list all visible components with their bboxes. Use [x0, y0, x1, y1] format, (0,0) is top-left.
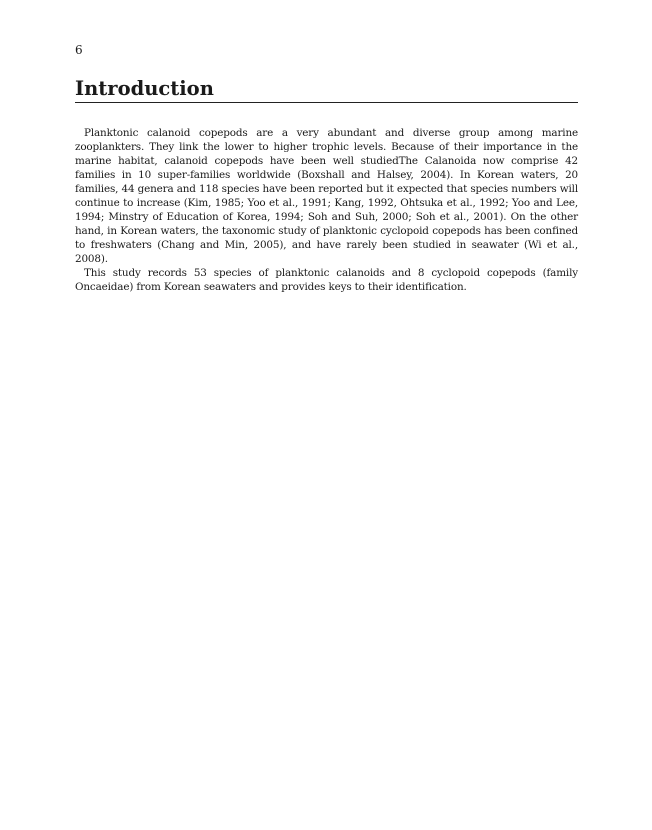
paragraph-2: This study records 53 species of planktonic calanoids and 8 cyclopoid copepods (family Oncaeidae) from Korean seawaters and provides keys to their identification. [75, 267, 578, 293]
paragraph-1: Planktonic calanoid copepods are a very abundant and diverse group among marine zooplankters. They link the lower to higher trophic levels. Because of their importance in the marine habitat, calanoid copepods have been well studiedThe Calanoida now comprise 42 families in 10 super-families worldwide (Boxshall and Halsey, 2004). In Korean waters, 20 families, 44 genera and 118 species have been reported but it expected that species numbers will continue to increase (Kim, 1985; Yoo et al., 1991; Kang, 1992, Ohtsuka et al., 1992; Yoo and Lee, 1994; Minstry of Education of Korea, 1994; Soh and Suh, 2000; Soh et al., 2001). On the other hand, in Korean waters, the taxonomic study of planktonic cyclopoid copepods has been confined to freshwaters (Chang and Min, 2005), and have rarely been studied in seawater (Wi et al., 2008). [75, 127, 578, 265]
page-number: 6 [75, 43, 83, 57]
chapter-heading: Introduction [75, 77, 578, 103]
body-text [75, 126, 578, 294]
